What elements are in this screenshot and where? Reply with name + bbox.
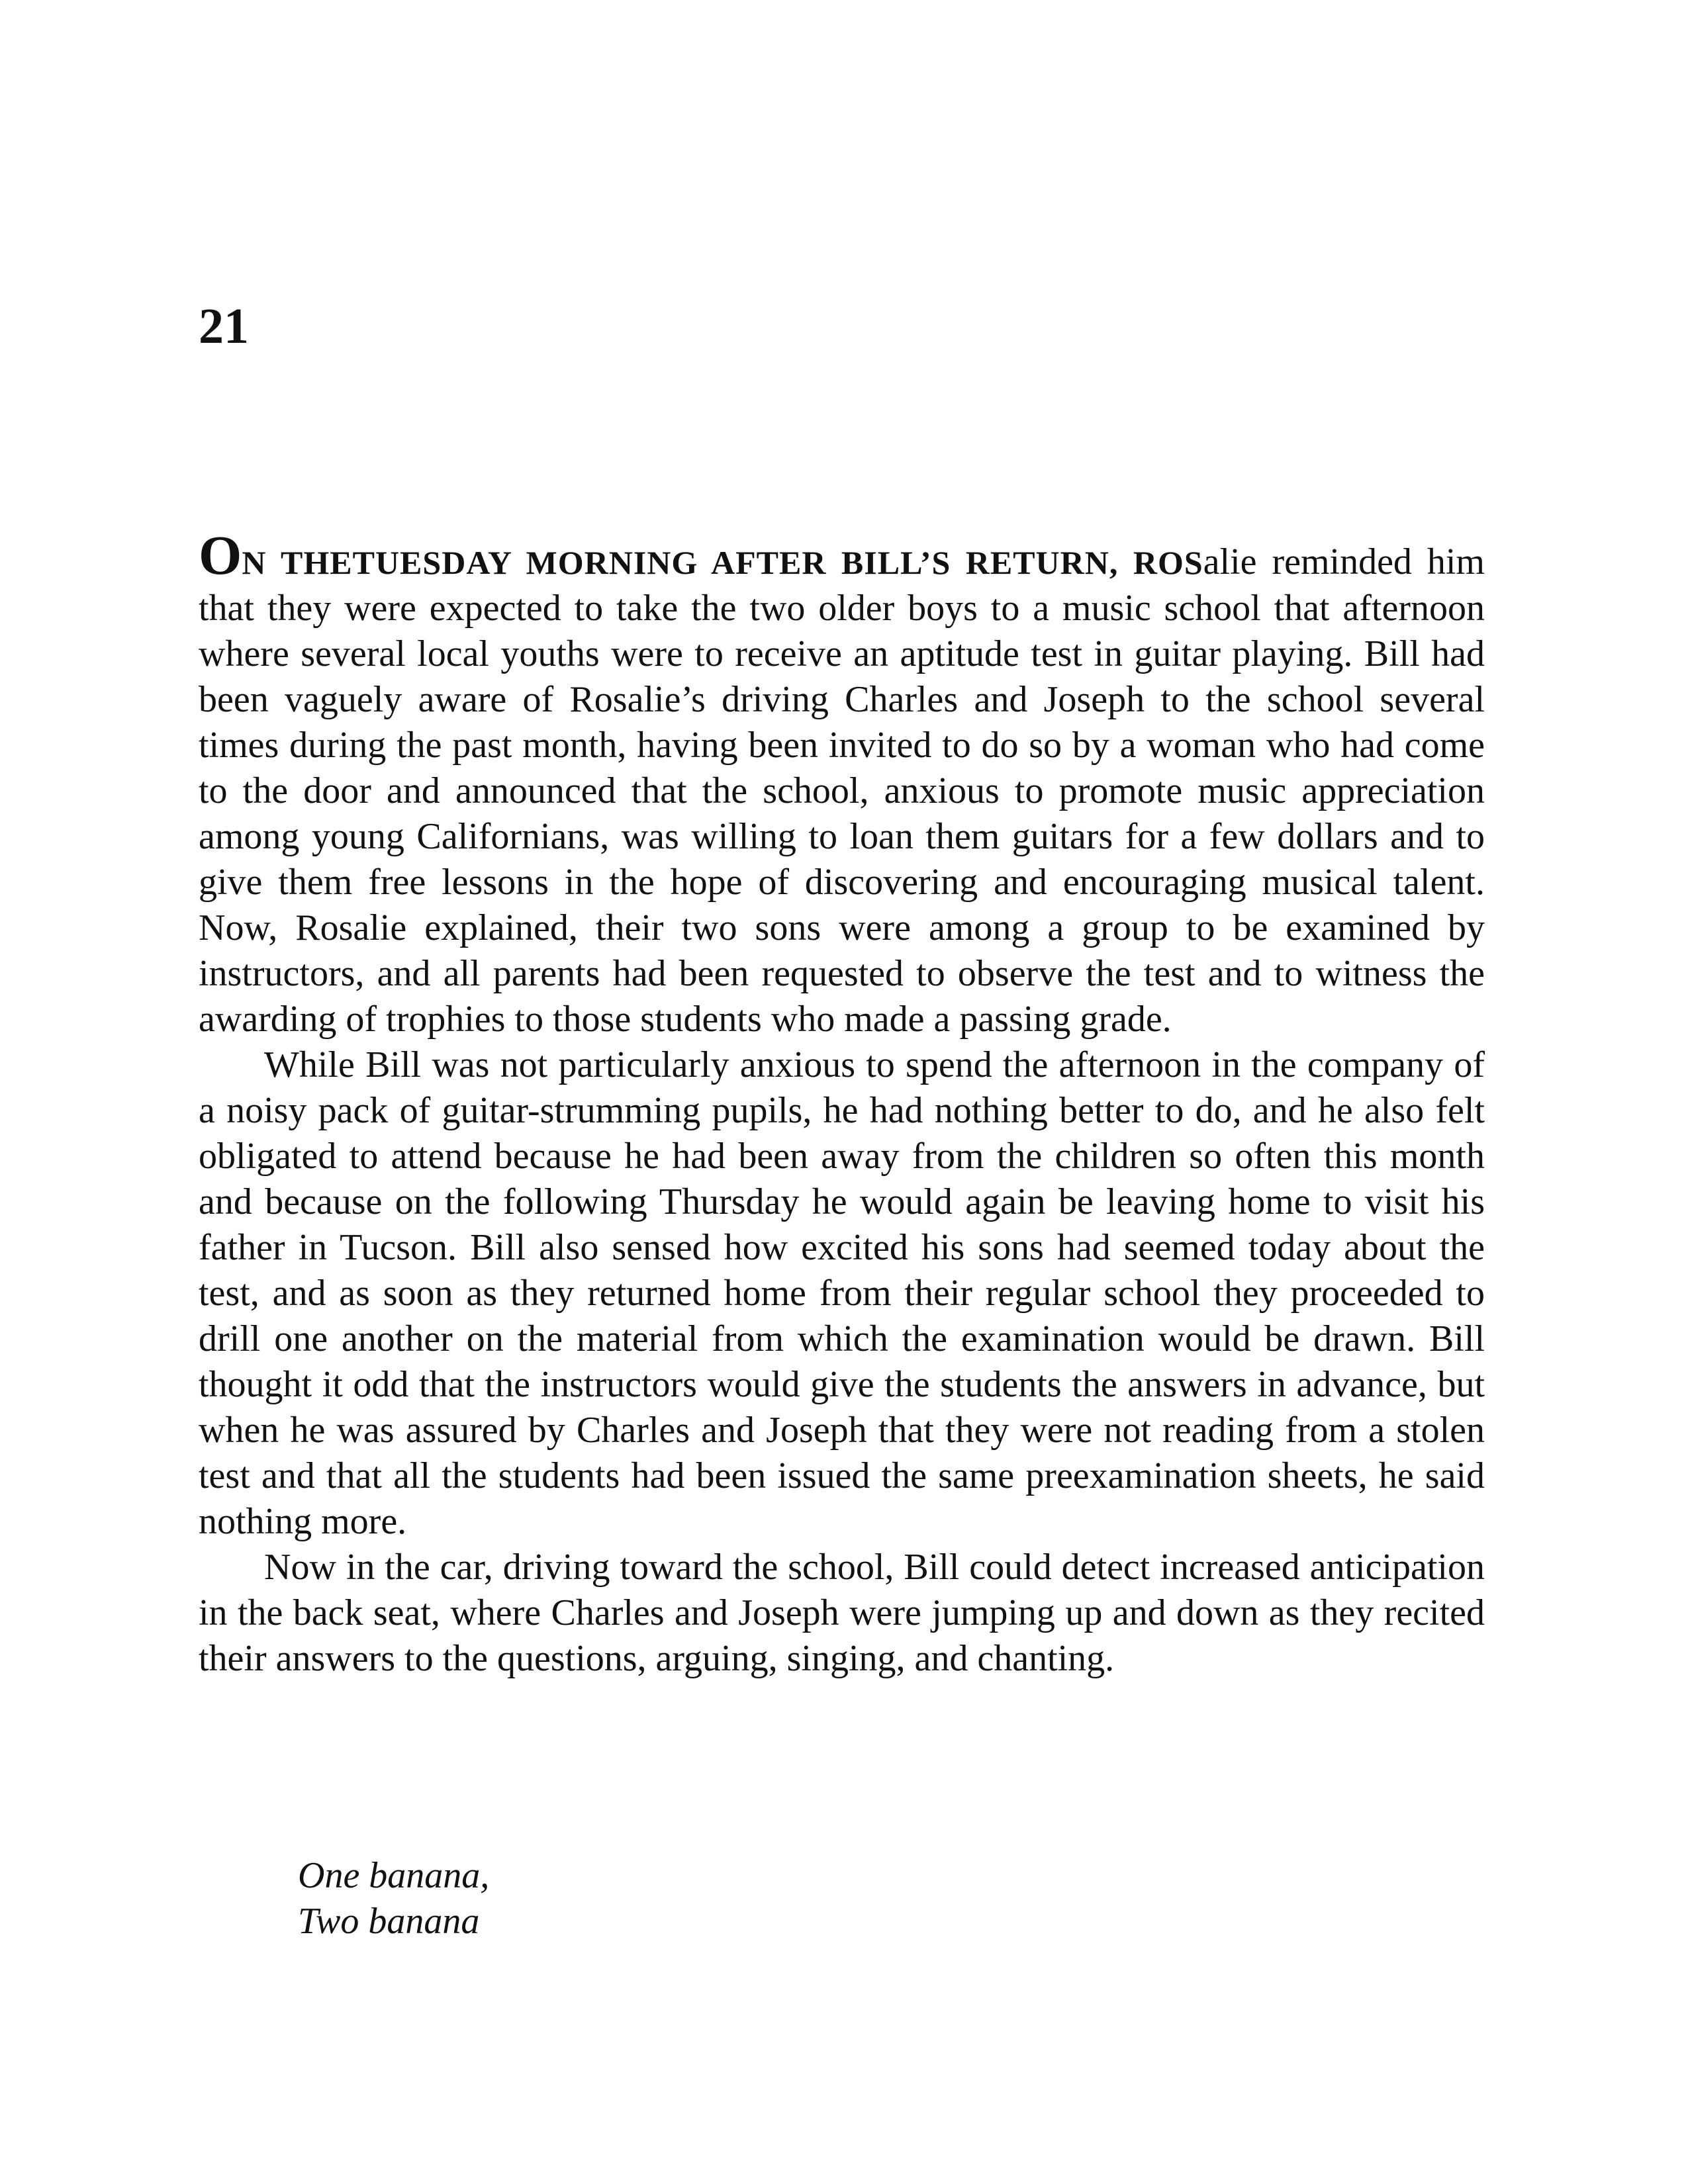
drop-cap: O [199,525,242,586]
chapter-body [199,525,1485,1682]
paragraph-3: Now in the car, driving toward the school, Bill could detect increased anticipation in the back seat, where Charles and Joseph were jumping up and down as they recited their answers to the questions, arguing, singing, and chanting. [199,1547,1485,1679]
paragraph-2: While Bill was not particularly anxious to spend the afternoon in the company of a noisy pack of guitar-strumming pupils, he had nothing better to do, and he also felt obligated to attend because he had been away from the children so often this month and because on the following Thursday he would again be leaving home to visit his father in Tucson. Bill also sensed how excited his sons had seemed today about the test, and as soon as they returned home from their regular school they proceeded to drill one another on the material from which the examination would be drawn. Bill thought it odd that the instructors would give the students the answers in advance, but when he was assured by Charles and Joseph that they were not reading from a stolen test and that all the students had been issued the same preexamination sheets, he said nothing more. [199,1044,1485,1542]
opening-paragraph-text: alie reminded him that they were expected to take the two older boys to a music school that afternoon where several local youths were to receive an aptitude test in guitar playing. Bill had been vaguely aware of Rosalie’s driving Charles and Joseph to the school several times during the past month, having been invited to do so by a woman who had come to the door and announced that the school, anxious to promote music appreciation among young Californians, was willing to loan them guitars for a few dollars and to give them free lessons in the hope of discovering and encouraging musical talent. Now, Rosalie explained, their two sons were among a group to be examined by instructors, and all parents had been requested to observe the test and to witness the awarding of trophies to those students who made a passing grade. [199,541,1485,1040]
small-caps-lead-in: N THETUESDAY MORNING AFTER BILL’S RETURN, ROS [242,544,1203,581]
verse-block [298,1853,489,1944]
chapter-number: 21 [199,298,249,354]
verse-line-2: Two banana [298,1901,480,1942]
opening-paragraph [199,525,1485,1042]
verse-line-1: One banana, [298,1855,490,1896]
